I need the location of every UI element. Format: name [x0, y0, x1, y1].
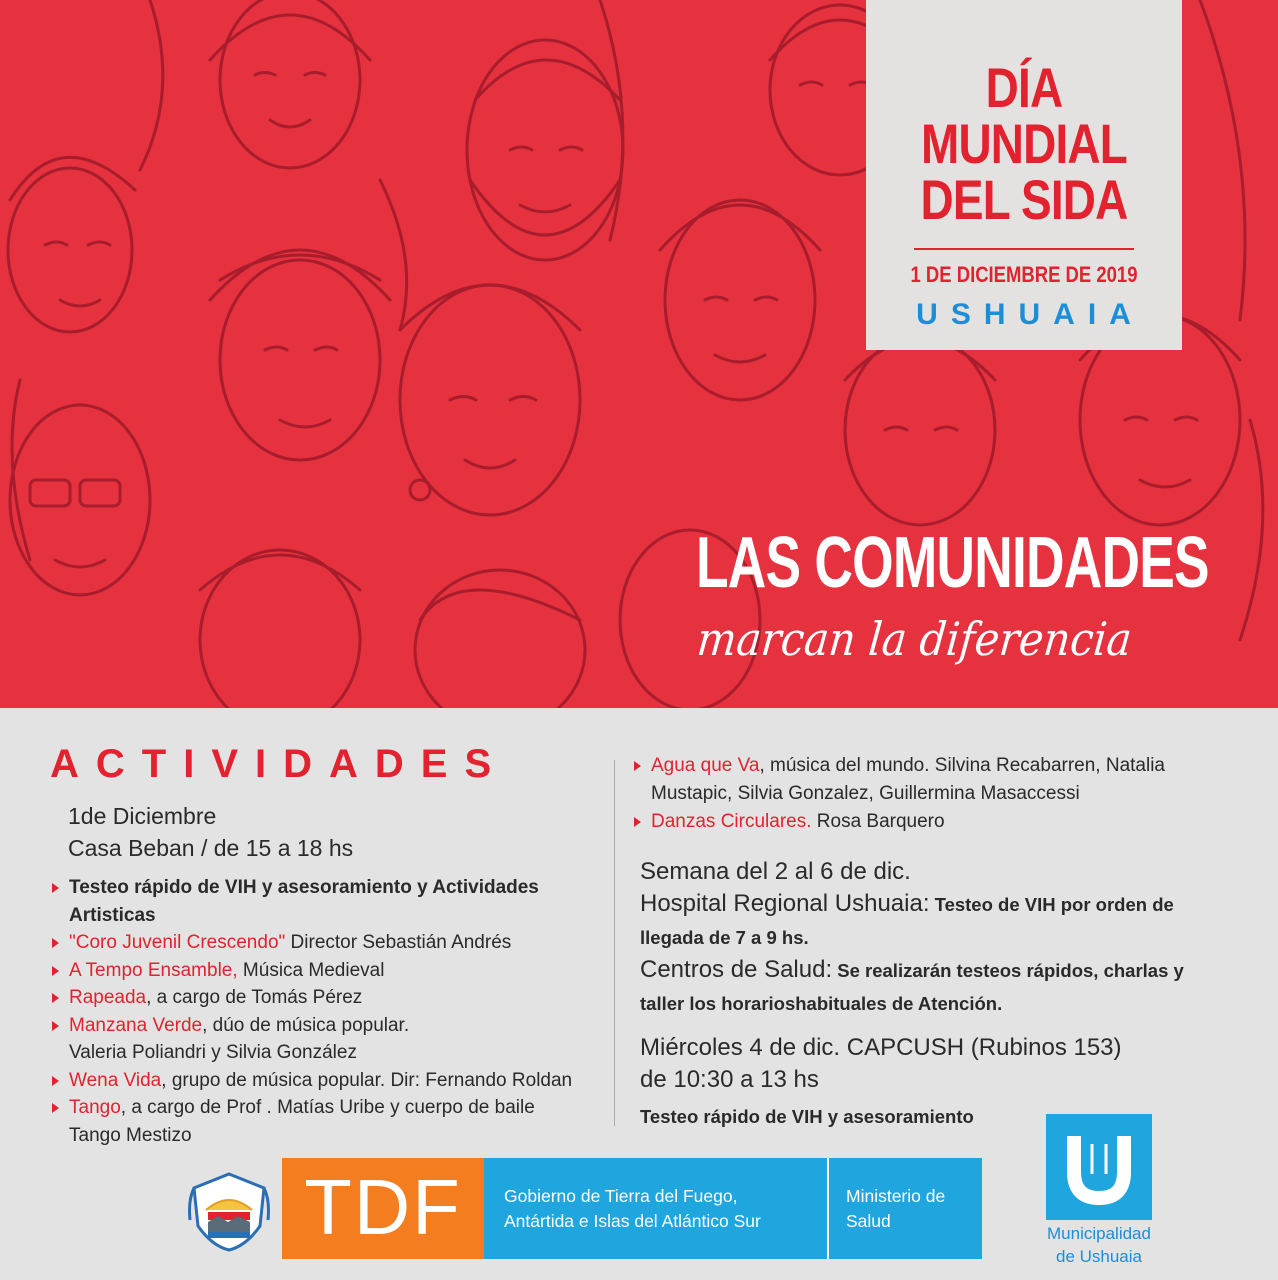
centros-label: Centros de Salud:	[640, 956, 833, 983]
hospital-info	[640, 888, 1230, 954]
slogan-script: marcan la diferencia	[694, 612, 1135, 666]
item-highlight: Manzana Verde	[69, 1014, 203, 1036]
item-highlight: Tango	[69, 1097, 121, 1118]
municipality-name	[1030, 1222, 1168, 1268]
list-item	[50, 957, 610, 985]
item-highlight: "Coro Juvenil Crescendo"	[69, 932, 286, 953]
gov-line-2: Antártida e Islas del Atlántico Sur	[504, 1211, 761, 1231]
item-highlight: Danzas Circulares.	[651, 811, 812, 832]
title-line-3: DEL SIDA	[920, 168, 1128, 231]
title-line-2: MUNDIAL	[921, 112, 1127, 175]
item-text: Director Sebastián Andrés	[285, 932, 512, 953]
wednesday-line-3: Testeo rápido de VIH y asesoramiento	[640, 1106, 974, 1127]
item-text: Música Medieval	[237, 959, 385, 981]
event-title	[894, 56, 1153, 231]
ministry-name	[846, 1184, 945, 1234]
title-line-1: DÍA	[985, 56, 1063, 119]
item-text: Rosa Barquero	[811, 811, 945, 832]
activity-date: 1de Diciembre	[68, 803, 217, 829]
title-divider	[914, 248, 1134, 250]
hospital-label: Hospital Regional Ushuaia:	[640, 890, 930, 917]
government-name	[504, 1184, 761, 1234]
activity-place: Casa Beban / de 15 a 18 hs	[68, 835, 354, 861]
title-card	[866, 0, 1182, 350]
muni-line-1: Municipalidad	[1047, 1224, 1151, 1243]
list-item	[632, 752, 1192, 808]
activities-right-column	[632, 752, 1232, 1132]
slogan-main: LAS COMUNIDADES	[696, 523, 1209, 603]
wednesday-line-2: de 10:30 a 13 hs	[640, 1066, 819, 1093]
banner-separator	[827, 1158, 829, 1259]
min-line-2: Salud	[846, 1211, 891, 1231]
hospital-text: Testeo de VIH por orden de llegada de 7 a 9 hs.	[640, 894, 1174, 948]
list-item	[632, 808, 1232, 836]
list-item	[50, 984, 610, 1012]
tdf-logo-text: TDF	[304, 1163, 462, 1251]
column-divider	[614, 760, 615, 1126]
muni-line-2: de Ushuaia	[1055, 1247, 1142, 1266]
province-crest-icon	[186, 1170, 272, 1254]
centros-text: Se realizarán testeos rápidos, charlas y taller los horarioshabituales de Atención.	[640, 960, 1184, 1014]
tdf-logo	[282, 1158, 484, 1259]
activities-heading: ACTIVIDADES	[50, 742, 509, 786]
item-text: Testeo rápido de VIH y asesoramiento y Actividades Artisticas	[69, 877, 539, 926]
item-highlight: Agua que Va	[651, 755, 760, 776]
item-highlight: Rapeada	[69, 987, 147, 1008]
wednesday-line-1: Miércoles 4 de dic. CAPCUSH (Rubinos 153)	[640, 1034, 1122, 1061]
activities-left-column	[50, 800, 610, 1149]
item-highlight: Wena Vida	[69, 1069, 162, 1091]
list-item	[50, 929, 610, 957]
item-text: , música del mundo. Silvina Recabarren, Natalia Mustapic, Silvia Gonzalez, Guillermina Masaccessi	[651, 755, 1165, 804]
week-heading: Semana del 2 al 6 de dic.	[640, 858, 911, 885]
list-item	[50, 874, 610, 929]
event-date: 1 DE DICIEMBRE DE 2019	[910, 262, 1138, 287]
list-item	[50, 1012, 430, 1067]
item-text: , a cargo de Prof . Matías Uribe y cuerpo de baile Tango Mestizo	[69, 1097, 535, 1146]
event-city: USHUAIA	[916, 298, 1144, 331]
list-item	[50, 1067, 610, 1095]
gov-line-1: Gobierno de Tierra del Fuego,	[504, 1186, 738, 1206]
government-banner	[484, 1158, 982, 1259]
item-text: , grupo de música popular. Dir: Fernando Roldan	[161, 1069, 573, 1091]
item-highlight: A Tempo Ensamble,	[69, 959, 238, 981]
item-text: , a cargo de Tomás Pérez	[146, 987, 363, 1008]
min-line-1: Ministerio de	[846, 1186, 946, 1206]
centros-info	[640, 954, 1230, 1020]
municipality-logo-icon	[1046, 1114, 1152, 1220]
item-text: , dúo de música popular. Valeria Poliandri y Silvia González	[69, 1014, 410, 1063]
list-item	[50, 1094, 550, 1149]
